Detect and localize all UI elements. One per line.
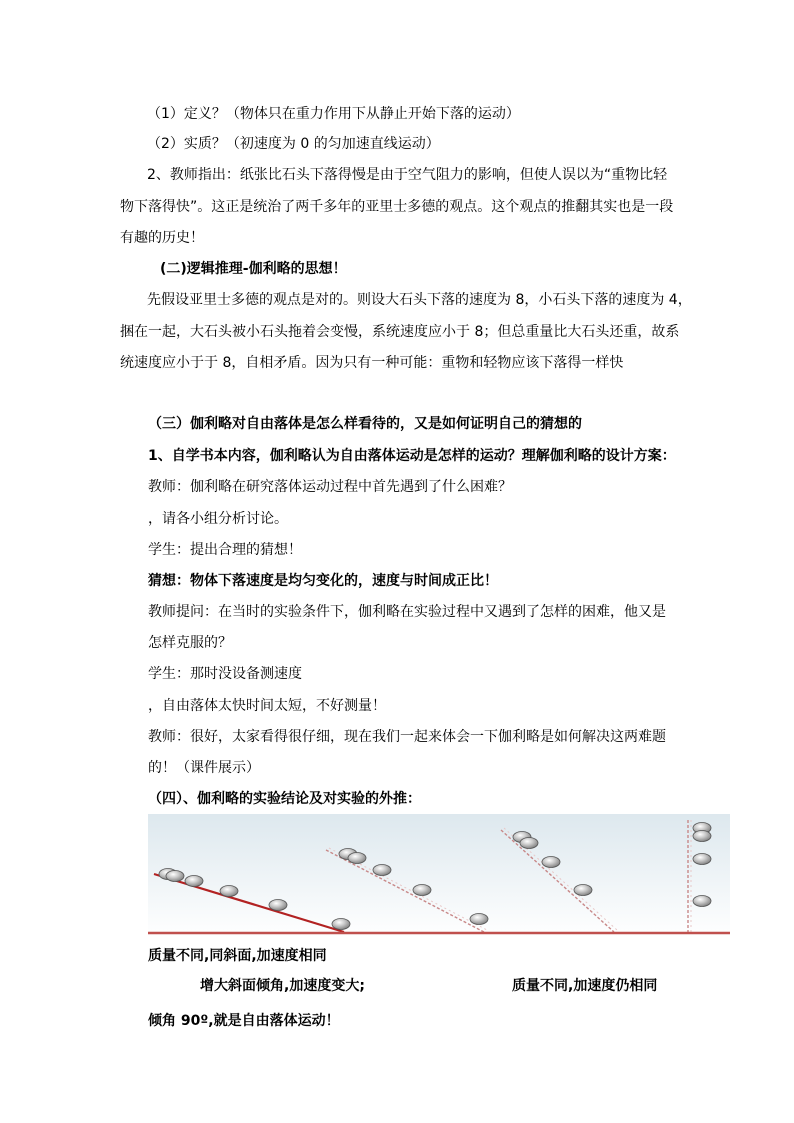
teacher-note-line-2: 物下落得快”。这正是统治了两千多年的亚里士多德的观点。这个观点的推翻其实也是一段	[120, 199, 674, 215]
logic-paragraph-line-1: 先假设亚里士多德的观点是对的。则设大石头下落的速度为 8，小石头下落的速度为 4，	[147, 292, 692, 308]
teacher-reply-line-2: 的！（课件展示）	[148, 760, 260, 776]
teacher-question-2-line-1: 教师提问：在当时的实验条件下，伽利略在实验过程中又遇到了怎样的困难，他又是	[148, 604, 666, 620]
group-discussion-line: ，请各小组分析讨论。	[148, 511, 288, 527]
teacher-reply-line-1: 教师：很好，太家看得很仔细，现在我们一起来体会一下伽利略是如何解决这两难题	[148, 729, 666, 745]
figure-caption-2: 增大斜面倾角,加速度变大;	[200, 978, 365, 994]
teacher-note-line-1: 2、教师指出：纸张比石头下落得慢是由于空气阻力的影响，但使人误以为“重物比轻	[147, 167, 668, 183]
student-answer-2-continued: ，自由落体太快时间太短，不好测量！	[148, 698, 386, 714]
self-study-item: 1、自学书本内容，伽利略认为自由落体运动是怎样的运动？理解伽利略的设计方案：	[148, 448, 676, 464]
hypothesis-line: 猜想：物体下落速度是均匀变化的，速度与时间成正比！	[148, 573, 498, 589]
figure-caption-4: 倾角 90º,就是自由落体运动！	[148, 1013, 340, 1029]
section-four-heading: （四）、伽利略的实验结论及对实验的外推：	[148, 791, 421, 807]
logic-paragraph-line-2: 捆在一起，大石头被小石头拖着会变慢，系统速度应小于 8；但总重量比大石头还重，故系	[120, 324, 680, 340]
figure-caption-1: 质量不同,同斜面,加速度相同	[148, 948, 327, 964]
figure-caption-3: 质量不同,加速度仍相同	[512, 978, 658, 994]
incline-experiment-figure	[148, 814, 730, 938]
student-answer-2: 学生：那时没设备测速度	[148, 666, 302, 682]
section-three-heading: （三）伽利略对自由落体是怎么样看待的，又是如何证明自己的猜想的	[148, 416, 582, 432]
logic-paragraph-line-3: 统速度应小于于 8，自相矛盾。因为只有一种可能：重物和轻物应该下落得一样快	[120, 355, 624, 371]
teacher-note-line-3: 有趣的历史！	[120, 230, 204, 246]
figure-background	[148, 814, 730, 938]
teacher-question-2-line-2: 怎样克服的？	[148, 635, 232, 651]
teacher-question-1: 教师：伽利略在研究落体运动过程中首先遇到了什么困难？	[148, 479, 512, 495]
section-two-heading: (二)逻辑推理-伽利略的思想！	[160, 261, 347, 277]
essence-line: （2）实质？（初速度为 0 的匀加速直线运动）	[147, 136, 440, 152]
student-answer-1: 学生：提出合理的猜想！	[148, 542, 302, 558]
definition-line: （1）定义？（物体只在重力作用下从静止开始下落的运动）	[147, 106, 520, 122]
